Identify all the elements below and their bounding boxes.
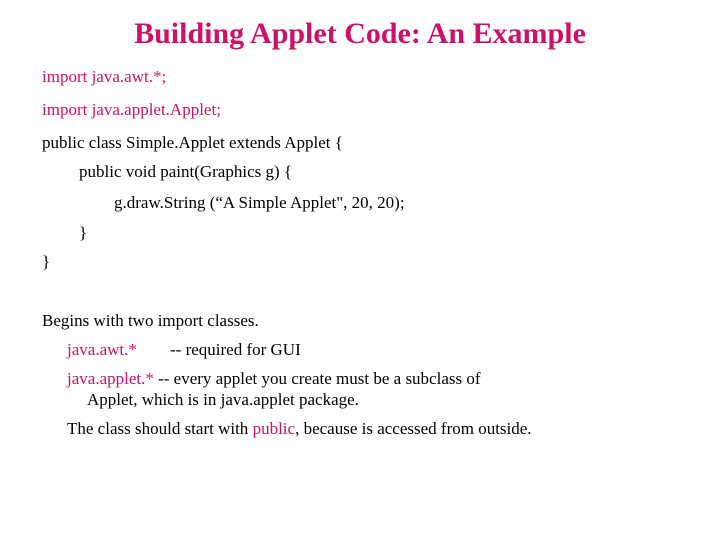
note-text-after: , because is accessed from outside. bbox=[295, 419, 532, 438]
code-line-7: } bbox=[42, 252, 51, 271]
code-line-6: } bbox=[79, 223, 88, 242]
awt-package-name: java.awt.* bbox=[67, 340, 137, 359]
slide-title: Building Applet Code: An Example bbox=[134, 17, 586, 50]
applet-package-line bbox=[67, 369, 481, 389]
code-line-4: public void paint(Graphics g) { bbox=[79, 162, 293, 181]
applet-package-description-continued: Applet, which is in java.applet package. bbox=[87, 390, 359, 409]
code-line-2: import java.applet.Applet; bbox=[42, 100, 221, 119]
applet-package-description: -- every applet you create must be a subclass of bbox=[158, 369, 481, 388]
applet-package-name: java.applet.* bbox=[67, 369, 154, 388]
code-line-5: g.draw.String (“A Simple Applet", 20, 20); bbox=[114, 193, 405, 212]
code-line-3: public class Simple.Applet extends Applet { bbox=[42, 133, 343, 152]
public-class-note bbox=[67, 419, 532, 439]
note-text-before: The class should start with bbox=[67, 419, 253, 438]
public-keyword: public bbox=[252, 419, 296, 438]
intro-text: Begins with two import classes. bbox=[42, 311, 259, 330]
code-line-1: import java.awt.*; bbox=[42, 67, 167, 86]
awt-package-description: -- required for GUI bbox=[170, 340, 301, 359]
